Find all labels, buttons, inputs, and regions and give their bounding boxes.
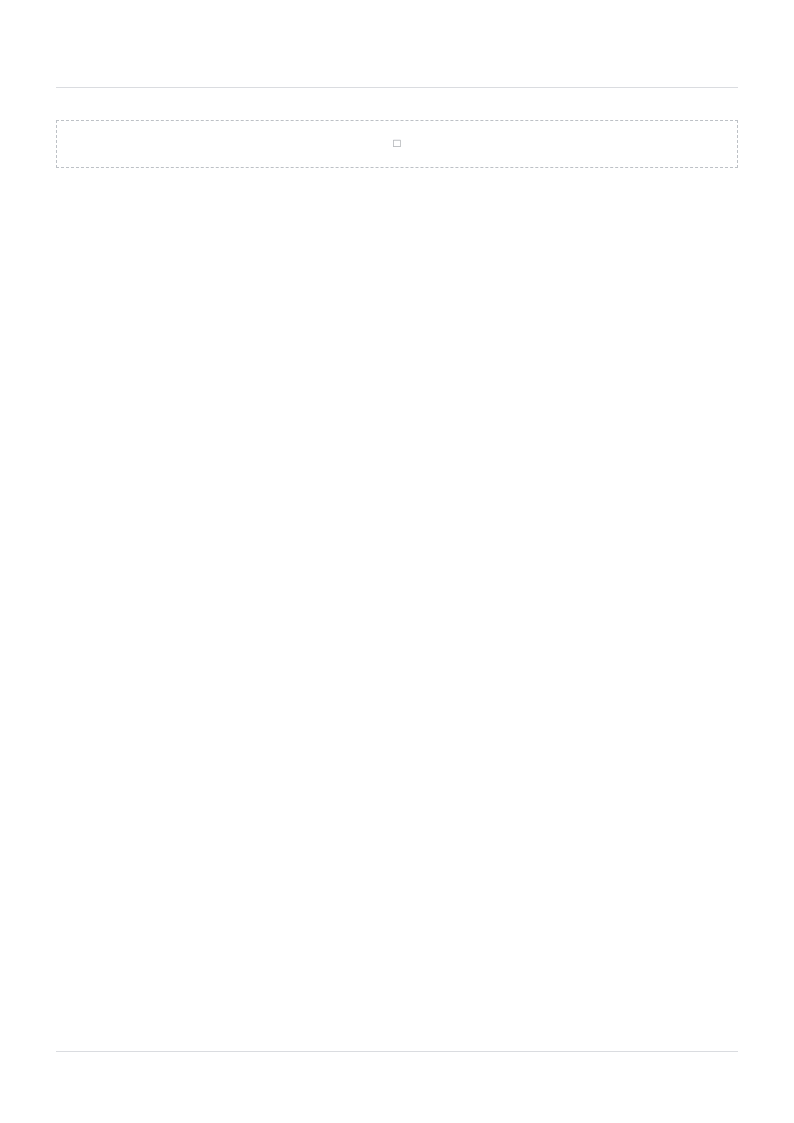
- main-content: [56, 104, 738, 1035]
- placeholder-note: □: [56, 120, 738, 168]
- page-footer: [56, 1051, 738, 1075]
- page-header: [56, 48, 738, 88]
